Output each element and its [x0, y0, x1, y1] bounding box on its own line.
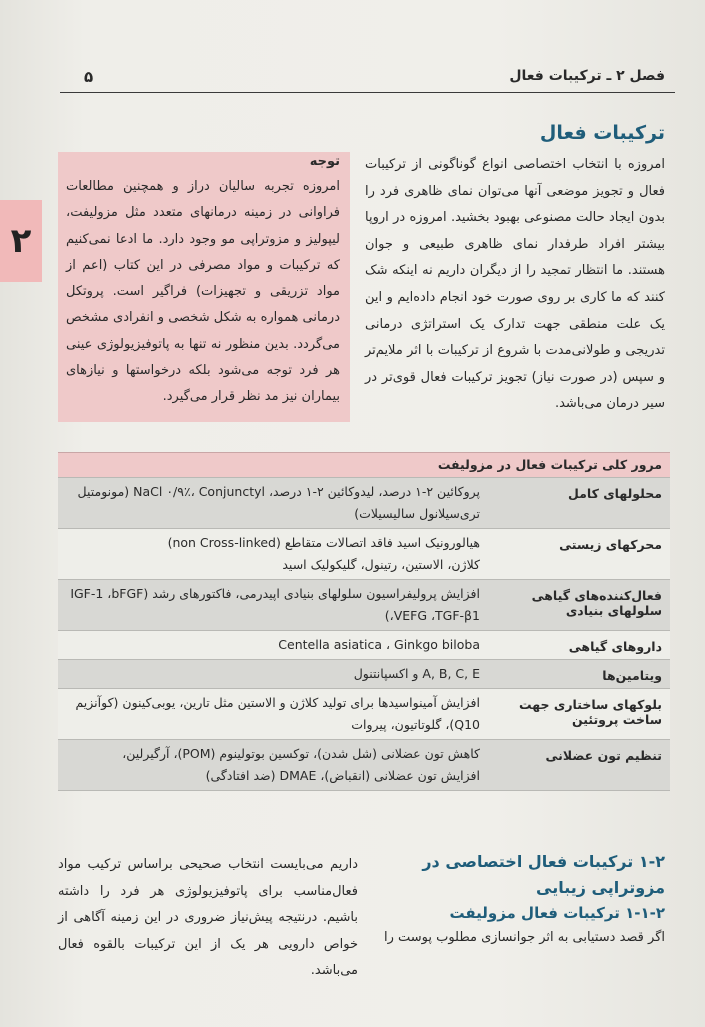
note-text: امروزه تجربه سالیان دراز و همچنین مطالعات فراوانی در زمینه درمانهای متعدد مثل مزولیفت، لیپولیز و مزوتراپی مو وجود دارد. ما ادعا نمی‌کنیم که ترکیبات و مواد مصرفی در این کتاب (اعم از مواد تزریقی و تجهیزات) فراگیر است. پروتکل درمانی همواره به شکل شخصی و انفرادی مشخص می‌گردد. بدین منظور نه تنها به پاتوفیزیولوژی عینی هر فرد توجه می‌شود بلکه درخواستها و نیازهای بیماران نیز مد نظر قرار می‌گیرد.: [66, 179, 340, 405]
row-desc: [58, 660, 480, 688]
row-desc: [58, 740, 480, 790]
row-name: فعال‌کننده‌های گیاهی سلولهای بنیادی: [531, 588, 662, 618]
row-desc-line: هیالورونیک اسید فاقد اتصالات متقاطع (non Cross-linked): [167, 535, 480, 550]
page-number: ۵: [84, 68, 94, 86]
chapter-tab: ۲: [0, 200, 42, 282]
row-desc: [58, 580, 480, 630]
row-desc-line: افزایش تون عضلانی (انقباض)، DMAE (ضد افتادگی): [205, 768, 480, 783]
row-desc-line: کاهش تون عضلانی (شل شدن)، توکسین بوتولینوم (POM)، آرگیرلین،: [122, 746, 480, 761]
row-desc-line: کلاژن، الاستین، رتینول، گلیکولیک اسید: [282, 557, 480, 572]
note-heading: توجه: [309, 154, 340, 169]
row-name: ویتامین‌ها: [602, 668, 662, 683]
row-desc-line: پروکائین ۲-۱ درصد، لیدوکائین ۲-۱ درصد، NaCl ۰/۹٪، Conjunctyl (مونومتیل تری‌سیلانول سالیسیلات): [77, 484, 480, 521]
row-desc: [58, 478, 480, 528]
table-row: [58, 579, 670, 630]
intro-paragraph: امروزه با انتخاب اختصاصی انواع گوناگونی از ترکیبات فعال و تجویز موضعی آنها می‌توان نمای ظاهری فرد را بدون ایجاد حالت مصنوعی بهبود بخشید. امروزه در اروپا بیشتر افراد طرفدار نمای ظاهری طبیعی و جوان هستند. ما انتظار تمجید را از دیگران داریم نه اینکه شک کنند که ما کاری بر روی صورت خود انجام داده‌ایم و این یک علت منطقی جهت تدارک یک استراتژی درمانی تدریجی و طولانی‌مدت با شروع از ترکیبات با اثر ملایم‌تر و سپس (در صورت نیاز) تجویز ترکیبات فعال قوی‌تر در سیر درمان می‌باشد.: [365, 157, 665, 412]
row-desc-line: Centella asiatica ، Ginkgo biloba: [278, 637, 480, 652]
row-desc: [58, 529, 480, 579]
subsection-text: اگر قصد دستیابی به اثر جوانسازی مطلوب پوست را: [383, 930, 665, 945]
running-header: فصل ۲ ـ ترکیبات فعال: [509, 68, 665, 84]
subsection-heading-cont: مزوتراپی زیبایی: [536, 878, 665, 897]
table-row: [58, 739, 670, 791]
table-row: [58, 477, 670, 528]
row-desc-line: افزایش پرولیفراسیون سلولهای بنیادی اپیدرمی، فاکتورهای رشد (IGF-1 ،bFGF ،VEFG ،TGF-β1): [70, 586, 480, 623]
note-box: [58, 152, 350, 422]
table-row: [58, 630, 670, 659]
table-row: [58, 659, 670, 688]
table-row: [58, 528, 670, 579]
row-desc-line: A, B, C, E و اکسپانتنول: [353, 666, 480, 681]
row-desc: [58, 631, 480, 659]
row-name: محلولهای کامل: [568, 486, 662, 501]
row-desc: [58, 689, 480, 739]
table-row: [58, 688, 670, 739]
row-name: تنظیم تون عضلانی: [545, 748, 662, 763]
row-desc-line: افزایش آمینواسیدها برای تولید کلاژن و الاستین مثل تارین، یوبی‌کینون (کوآنزیم Q10)، گلوتاتیون، پیروات: [75, 695, 480, 732]
row-name: محرکهای زیستی: [559, 537, 662, 552]
sub-subsection-heading: ۱-۱-۲ ترکیبات فعال مزولیفت: [449, 904, 665, 922]
row-name: داروهای گیاهی: [568, 639, 662, 654]
table-header: مرور کلی ترکیبات فعال در مزولیفت: [58, 452, 670, 477]
section-title: ترکیبات فعال: [539, 122, 665, 144]
header-rule: [60, 92, 675, 93]
active-ingredients-table: [58, 452, 670, 791]
row-name: بلوکهای ساختاری جهت ساخت پروتئین: [519, 697, 662, 727]
left-column-text: داریم می‌بایست انتخاب صحیحی براساس ترکیب مواد فعال‌مناسب برای پاتوفیزیولوژی هر فرد را داشته باشیم. درنتیجه پیش‌نیاز ضروری در این زمینه آگاهی از خواص دارویی هر یک از این ترکیبات بالقوه فعال می‌باشد.: [58, 857, 358, 978]
subsection-heading: ۱-۲ ترکیبات فعال اختصاصی در: [422, 852, 665, 871]
